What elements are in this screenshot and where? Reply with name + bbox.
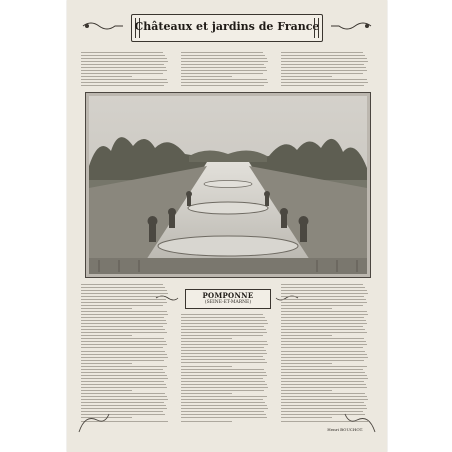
text-line xyxy=(81,351,165,352)
text-line xyxy=(281,293,368,294)
text-line xyxy=(281,354,367,355)
text-line xyxy=(281,357,368,358)
text-line xyxy=(181,79,267,80)
text-line xyxy=(81,73,163,74)
text-line xyxy=(81,296,164,297)
text-line xyxy=(181,387,268,388)
text-line xyxy=(281,396,367,397)
text-line xyxy=(181,390,264,391)
bottom-column-3 xyxy=(281,282,373,422)
text-line xyxy=(281,417,332,418)
text-line xyxy=(281,399,368,400)
text-line xyxy=(281,82,368,83)
text-line xyxy=(181,350,266,351)
text-line xyxy=(181,375,267,376)
text-line xyxy=(81,311,167,312)
newspaper-page xyxy=(67,0,387,452)
text-line xyxy=(181,411,264,412)
text-line xyxy=(281,52,363,53)
text-line xyxy=(181,384,267,385)
text-line xyxy=(81,64,164,65)
text-line xyxy=(181,58,267,59)
text-line xyxy=(81,347,163,348)
text-line xyxy=(81,344,167,345)
text-line xyxy=(281,390,332,391)
text-line xyxy=(181,414,266,415)
text-line xyxy=(81,70,167,71)
text-line xyxy=(181,335,263,336)
text-line xyxy=(81,79,167,80)
text-line xyxy=(181,402,265,403)
text-line xyxy=(281,284,363,285)
author-signature: Henri BOUCHOT. xyxy=(327,427,363,432)
text-line xyxy=(181,85,264,86)
text-line xyxy=(281,299,366,300)
text-line xyxy=(181,82,268,83)
text-line xyxy=(281,326,363,327)
text-line xyxy=(181,329,266,330)
text-line xyxy=(81,396,167,397)
text-line xyxy=(181,381,265,382)
garden-photo-image xyxy=(89,96,367,274)
top-column-2 xyxy=(181,50,273,86)
text-line xyxy=(281,341,366,342)
caption-title: POMPONNE xyxy=(202,291,254,300)
text-line xyxy=(181,347,264,348)
text-line xyxy=(81,290,167,291)
text-line xyxy=(181,70,267,71)
text-line xyxy=(281,296,364,297)
text-line xyxy=(81,399,168,400)
caption-box xyxy=(185,289,271,309)
text-line xyxy=(281,287,365,288)
text-line xyxy=(281,314,368,315)
text-line xyxy=(181,408,268,409)
text-line xyxy=(281,344,367,345)
page-title: Châteaux et jardins de France xyxy=(134,20,320,33)
bottom-column-2 xyxy=(181,312,273,422)
text-line xyxy=(81,372,165,373)
text-line xyxy=(281,372,365,373)
text-line xyxy=(81,52,163,53)
text-line xyxy=(281,317,364,318)
text-line xyxy=(281,393,365,394)
text-line xyxy=(181,362,267,363)
text-line xyxy=(81,378,168,379)
text-line xyxy=(81,67,166,68)
text-line xyxy=(281,55,365,56)
text-line xyxy=(81,314,168,315)
text-line xyxy=(181,61,268,62)
text-line xyxy=(281,378,368,379)
text-line xyxy=(281,329,365,330)
text-line xyxy=(81,402,164,403)
text-line xyxy=(281,363,332,364)
text-line xyxy=(81,308,132,309)
text-line xyxy=(81,293,168,294)
caption-subtitle: (SEINE-ET-MARNE) xyxy=(204,300,252,305)
text-line xyxy=(181,356,263,357)
text-line xyxy=(181,369,264,370)
text-line xyxy=(81,390,132,391)
right-title-ornament-icon xyxy=(329,18,373,34)
text-line xyxy=(281,76,332,77)
text-line xyxy=(181,67,266,68)
top-column-1 xyxy=(81,50,173,86)
text-line xyxy=(281,369,363,370)
text-line xyxy=(281,332,367,333)
text-line xyxy=(281,64,364,65)
text-line xyxy=(281,366,367,367)
text-line xyxy=(181,378,263,379)
text-line xyxy=(81,320,166,321)
text-line xyxy=(181,396,267,397)
text-line xyxy=(81,302,167,303)
text-line xyxy=(281,311,367,312)
text-line xyxy=(181,64,264,65)
text-line xyxy=(281,402,364,403)
text-line xyxy=(81,284,163,285)
text-line xyxy=(181,320,267,321)
text-line xyxy=(281,351,365,352)
text-line xyxy=(281,387,367,388)
text-line xyxy=(81,305,163,306)
text-line xyxy=(81,393,165,394)
text-line xyxy=(181,417,267,418)
text-line xyxy=(281,335,332,336)
text-line xyxy=(281,405,366,406)
text-line xyxy=(281,320,366,321)
text-line xyxy=(81,366,167,367)
text-line xyxy=(81,341,166,342)
text-line xyxy=(81,332,167,333)
text-line xyxy=(181,314,263,315)
text-line xyxy=(181,344,268,345)
text-line xyxy=(281,290,367,291)
text-line xyxy=(281,61,368,62)
text-line xyxy=(81,326,163,327)
text-line xyxy=(281,338,364,339)
text-line xyxy=(281,58,367,59)
text-line xyxy=(81,82,168,83)
text-line xyxy=(81,338,164,339)
text-line xyxy=(81,55,165,56)
text-line xyxy=(81,387,167,388)
text-line xyxy=(281,85,364,86)
text-line xyxy=(181,359,265,360)
text-line xyxy=(181,326,264,327)
text-line xyxy=(181,332,267,333)
text-line xyxy=(181,338,232,339)
text-line xyxy=(281,347,363,348)
bottom-left-flourish-icon xyxy=(77,410,111,434)
text-line xyxy=(281,79,367,80)
text-line xyxy=(81,287,165,288)
text-line xyxy=(81,357,168,358)
text-line xyxy=(81,384,166,385)
text-line xyxy=(281,67,366,68)
text-line xyxy=(181,393,232,394)
text-line xyxy=(81,363,132,364)
text-line xyxy=(81,85,164,86)
text-line xyxy=(281,305,363,306)
text-line xyxy=(181,366,232,367)
text-line xyxy=(81,381,164,382)
text-line xyxy=(181,372,266,373)
title-band xyxy=(79,14,375,44)
text-line xyxy=(81,360,164,361)
text-line xyxy=(281,381,364,382)
text-line xyxy=(181,73,263,74)
text-line xyxy=(281,70,367,71)
text-line xyxy=(281,302,367,303)
text-line xyxy=(181,317,265,318)
text-line xyxy=(81,58,167,59)
text-line xyxy=(81,329,165,330)
garden-photograph xyxy=(85,92,371,278)
text-line xyxy=(81,317,164,318)
text-line xyxy=(281,323,367,324)
text-line xyxy=(81,354,167,355)
text-line xyxy=(281,384,366,385)
text-line xyxy=(81,405,166,406)
text-line xyxy=(181,353,267,354)
text-line xyxy=(181,323,268,324)
text-line xyxy=(81,323,167,324)
text-line xyxy=(81,61,168,62)
text-line xyxy=(181,341,267,342)
text-line xyxy=(81,335,132,336)
text-line xyxy=(81,375,167,376)
text-line xyxy=(81,299,166,300)
text-line xyxy=(181,405,267,406)
text-line xyxy=(181,76,232,77)
text-line xyxy=(181,55,265,56)
top-column-3 xyxy=(281,50,373,86)
bottom-column-1 xyxy=(81,282,173,422)
photograph-frame xyxy=(89,96,367,274)
title-box xyxy=(131,14,323,42)
text-line xyxy=(181,399,263,400)
text-line xyxy=(181,421,232,422)
text-line xyxy=(181,52,263,53)
left-title-ornament-icon xyxy=(81,18,125,34)
text-line xyxy=(281,308,332,309)
text-line xyxy=(281,375,367,376)
text-line xyxy=(81,369,163,370)
text-line xyxy=(281,73,363,74)
text-line xyxy=(81,76,132,77)
text-line xyxy=(281,360,364,361)
